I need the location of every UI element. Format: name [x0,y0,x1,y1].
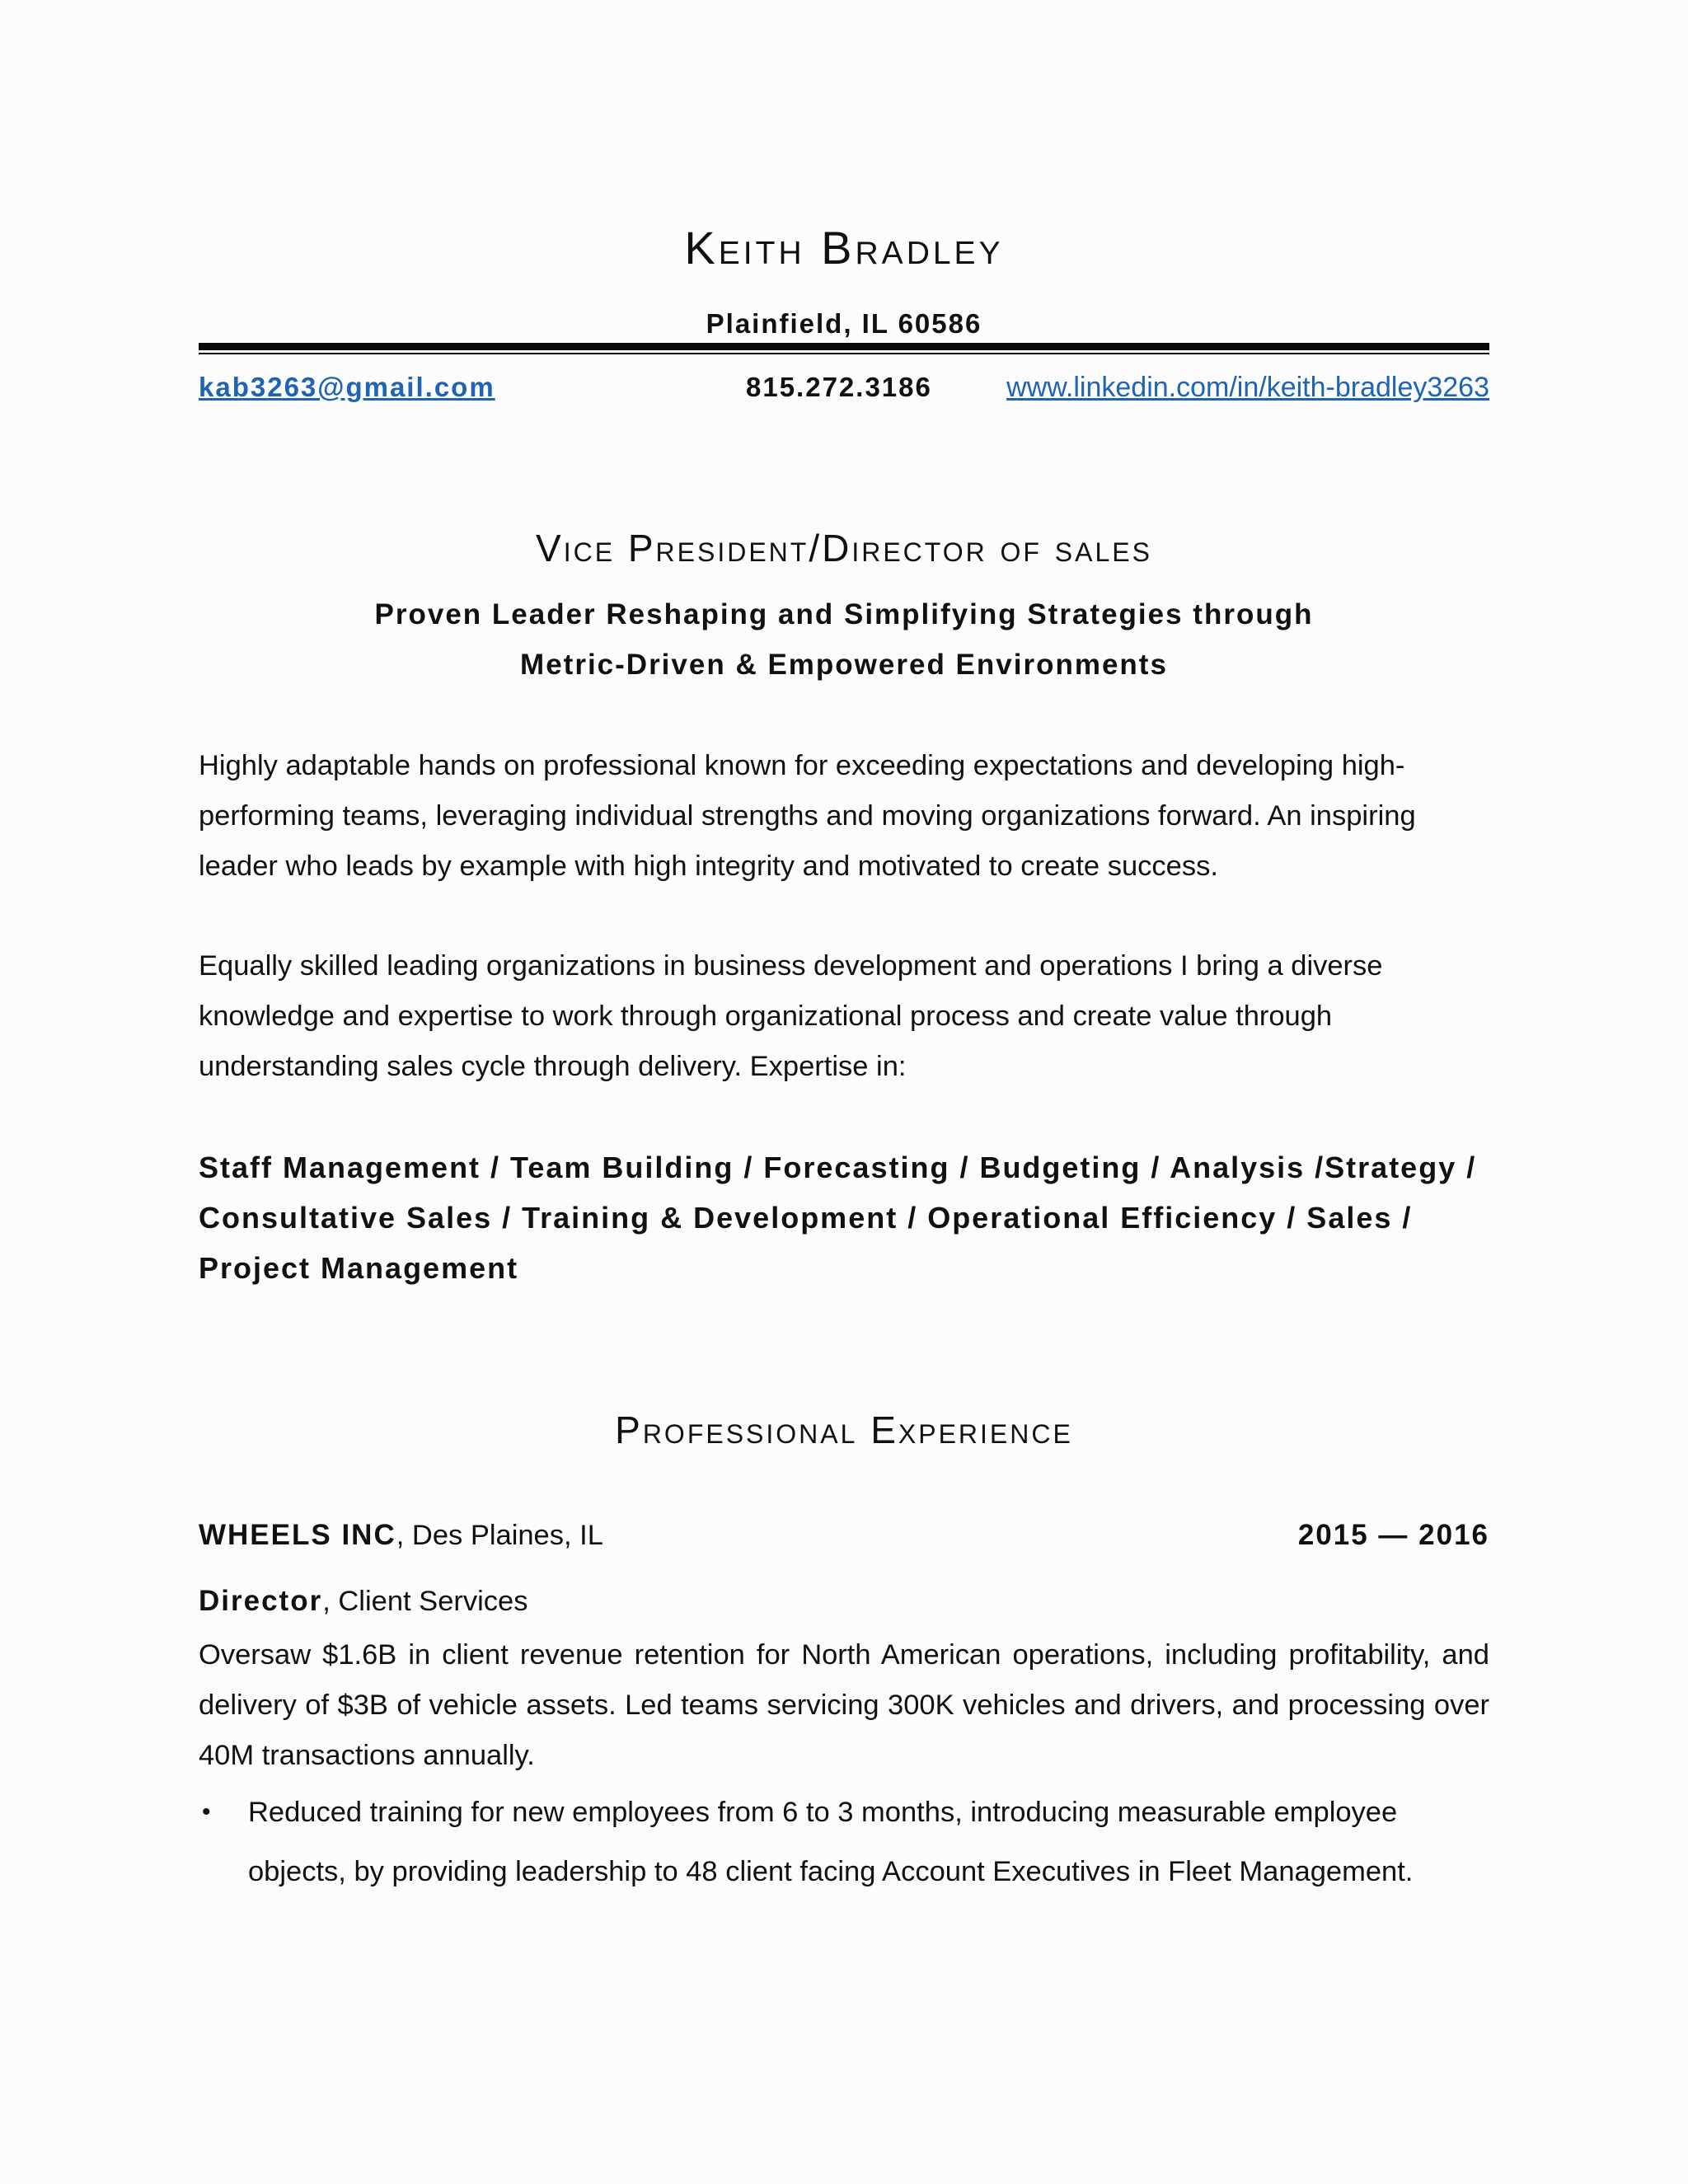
tagline-line-2: Metric-Driven & Empowered Environments [520,649,1168,681]
header-divider-thick [199,343,1489,350]
experience-title: Professional Experience [615,1408,1073,1451]
candidate-location: Plainfield, IL 60586 [706,308,982,339]
bullet-text: Reduced training for new employees from 6 to 3 months, introducing measurable employee objects, by providing leadership to 48 client facing Account Executives in Fleet Management. [248,1797,1414,1887]
bullet-icon: • [202,1798,211,1825]
company-location: , Des Plaines, IL [396,1520,603,1551]
list-item [199,1783,1489,1901]
summary-paragraph-1: Highly adaptable hands on professional known for exceeding expectations and developing high-performing teams, leveraging individual strengths and moving organizations forward. An inspiring leader who leads by example with high integrity and motivated to create success. [199,750,1416,882]
phone-number: 815.272.3186 [746,372,932,402]
job-description: Oversaw $1.6B in client revenue retention for North American operations, including profitability, and delivery of $3B of vehicle assets. Led teams servicing 300K vehicles and drivers, and processing over 40M transactions annually. [199,1639,1489,1771]
header-divider-thin [199,353,1489,354]
candidate-name: Keith Bradley [684,222,1004,274]
role-department: , Client Services [322,1586,528,1617]
linkedin-link[interactable]: www.linkedin.com/in/keith-bradley3263 [1006,372,1489,403]
company-name: WHEELS INC [199,1519,396,1551]
summary-paragraph-2: Equally skilled leading organizations in business development and operations I bring a diverse knowledge and expertise to work through organizational process and create value through understanding sales cycle through delivery. Expertise in: [199,950,1383,1082]
summary-title: Vice President/Director of sales [536,527,1152,569]
tagline-line-1: Proven Leader Reshaping and Simplifying Strategies through [374,598,1314,630]
role-line [199,1585,528,1618]
email-link[interactable]: kab3263@gmail.com [199,372,495,402]
job-dates: 2015 — 2016 [1297,1519,1489,1551]
company-line [199,1519,603,1552]
expertise-list: Staff Management / Team Building / Forecasting / Budgeting / Analysis /Strategy / Consultative Sales / Training & Development / Operational Efficiency / Sales / Project Management [199,1151,1477,1285]
role-title: Director [199,1585,323,1617]
